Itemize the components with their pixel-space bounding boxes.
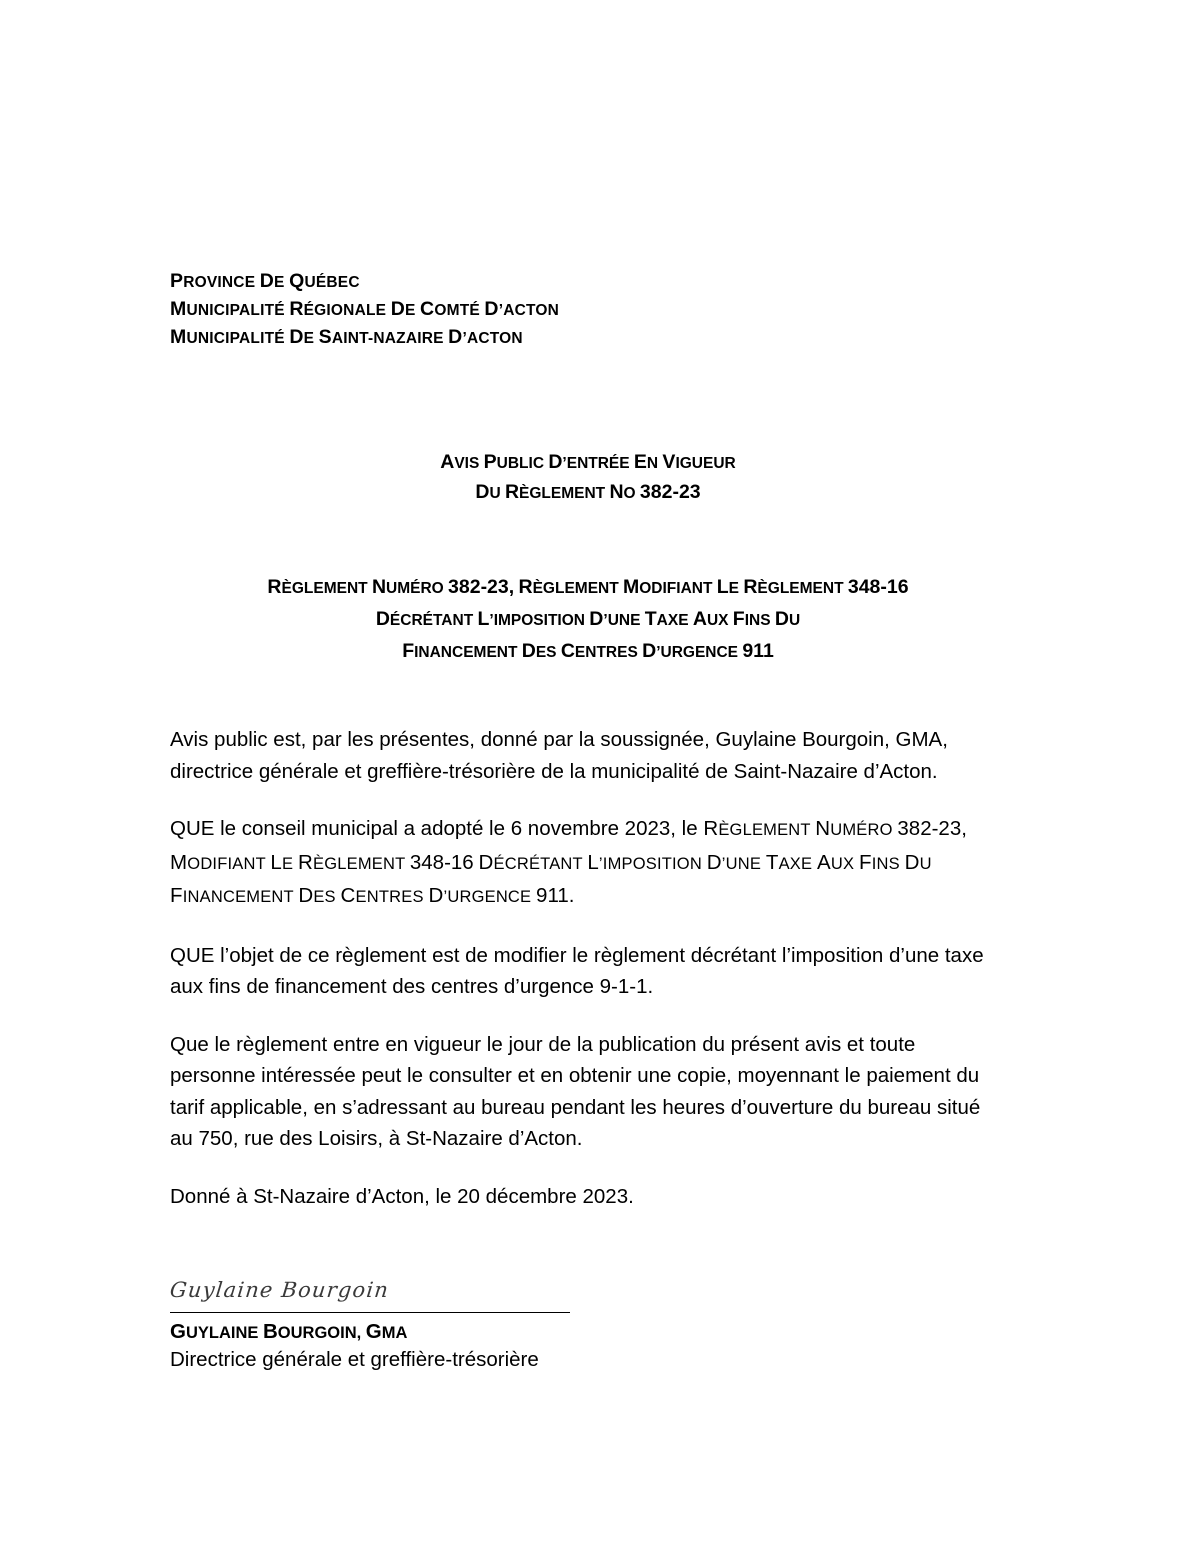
header-line-municipalite xyxy=(170,324,1006,352)
title-block xyxy=(170,448,1006,508)
subtitle-number-911: 911 xyxy=(742,640,774,662)
paragraph-2-number-348-16: 348-16 xyxy=(409,850,474,874)
signature-rule xyxy=(170,1312,570,1313)
subtitle-text-decretant: DÉCRÉTANT L’IMPOSITION D’UNE TAXE AUX FINS DU xyxy=(375,608,801,630)
paragraph-1: Avis public est, par les présentes, donné par la soussignée, Guylaine Bourgoin, GMA, directrice générale et greffière-trésorière de la municipalité de Saint-Nazaire d’Acton. xyxy=(170,728,948,783)
paragraph-2-period: . xyxy=(568,884,575,907)
body-block xyxy=(170,724,1006,1212)
document-content xyxy=(170,268,1006,1375)
subtitle-block xyxy=(170,572,1006,668)
header-text-province: PROVINCE DE QUÉBEC xyxy=(170,270,360,292)
header-line-province xyxy=(170,268,1006,296)
header-block xyxy=(170,268,1006,352)
paragraph-2-number-911: 911 xyxy=(536,884,569,907)
header-text-municipalite: MUNICIPALITÉ DE SAINT-NAZAIRE D’ACTON xyxy=(170,326,523,348)
subtitle-number-348-16: 348-16 xyxy=(847,576,909,598)
subtitle-line-2 xyxy=(170,604,1006,636)
header-line-mrc xyxy=(170,296,1006,324)
paragraph-3: QUE l’objet de ce règlement est de modifier le règlement décrétant l’imposition d’une taxe aux fins de financement des centres d’urgence 9-1-1. xyxy=(170,943,984,998)
title-text-avis: AVIS PUBLIC D’ENTRÉE EN VIGUEUR xyxy=(440,451,736,473)
title-line-2 xyxy=(170,478,1006,508)
paragraph-4: Que le règlement entre en vigueur le jour de la publication du présent avis et toute personne intéressée peut le consulter et en obtenir une copie, moyennant le paiement du tarif applicable, en s’adressant au bureau pendant les heures d’ouverture du bureau situé au 750, rue des Loisirs, à St-Nazaire d’Acton. xyxy=(170,1032,981,1150)
subtitle-number-382-23: 382-23, xyxy=(448,576,515,598)
paragraph-2 xyxy=(170,813,1006,914)
title-text-reglement-number: 382-23 xyxy=(639,481,701,503)
title-line-1 xyxy=(170,448,1006,478)
handwritten-signature: Guylaine Bourgoin xyxy=(168,1278,391,1302)
signature-title: Directrice générale et greffière-trésorière xyxy=(170,1348,539,1371)
paragraph-2-sc-decretant: DÉCRÉTANT L’IMPOSITION D’UNE TAXE AUX FINS DU FINANCEMENT DES CENTRES D’URGENCE xyxy=(170,850,932,907)
paragraph-2-sc-reglement-numero: RÈGLEMENT NUMÉRO xyxy=(703,817,898,840)
subtitle-prefix: RÈGLEMENT NUMÉRO xyxy=(267,576,449,598)
header-text-mrc: MUNICIPALITÉ RÉGIONALE DE COMTÉ D’ACTON xyxy=(170,298,560,320)
subtitle-text-financement: FINANCEMENT DES CENTRES D’URGENCE xyxy=(402,640,743,662)
paragraph-2-number-382-23: 382-23, xyxy=(897,817,967,840)
subtitle-middle: RÈGLEMENT MODIFIANT LE RÈGLEMENT xyxy=(518,576,848,598)
subtitle-line-3 xyxy=(170,636,1006,668)
subtitle-line-1 xyxy=(170,572,1006,604)
signature-name: GUYLAINE BOURGOIN, GMA xyxy=(170,1320,408,1343)
signature-block xyxy=(170,1212,1006,1375)
paragraph-2-sc-modifiant: MODIFIANT LE RÈGLEMENT xyxy=(170,850,410,874)
paragraph-5: Donné à St-Nazaire d’Acton, le 20 décembre 2023. xyxy=(170,1184,634,1208)
paragraph-2-intro: QUE le conseil municipal a adopté le 6 novembre 2023, le xyxy=(170,817,704,840)
title-text-reglement-prefix: DU RÈGLEMENT NO xyxy=(475,481,640,503)
